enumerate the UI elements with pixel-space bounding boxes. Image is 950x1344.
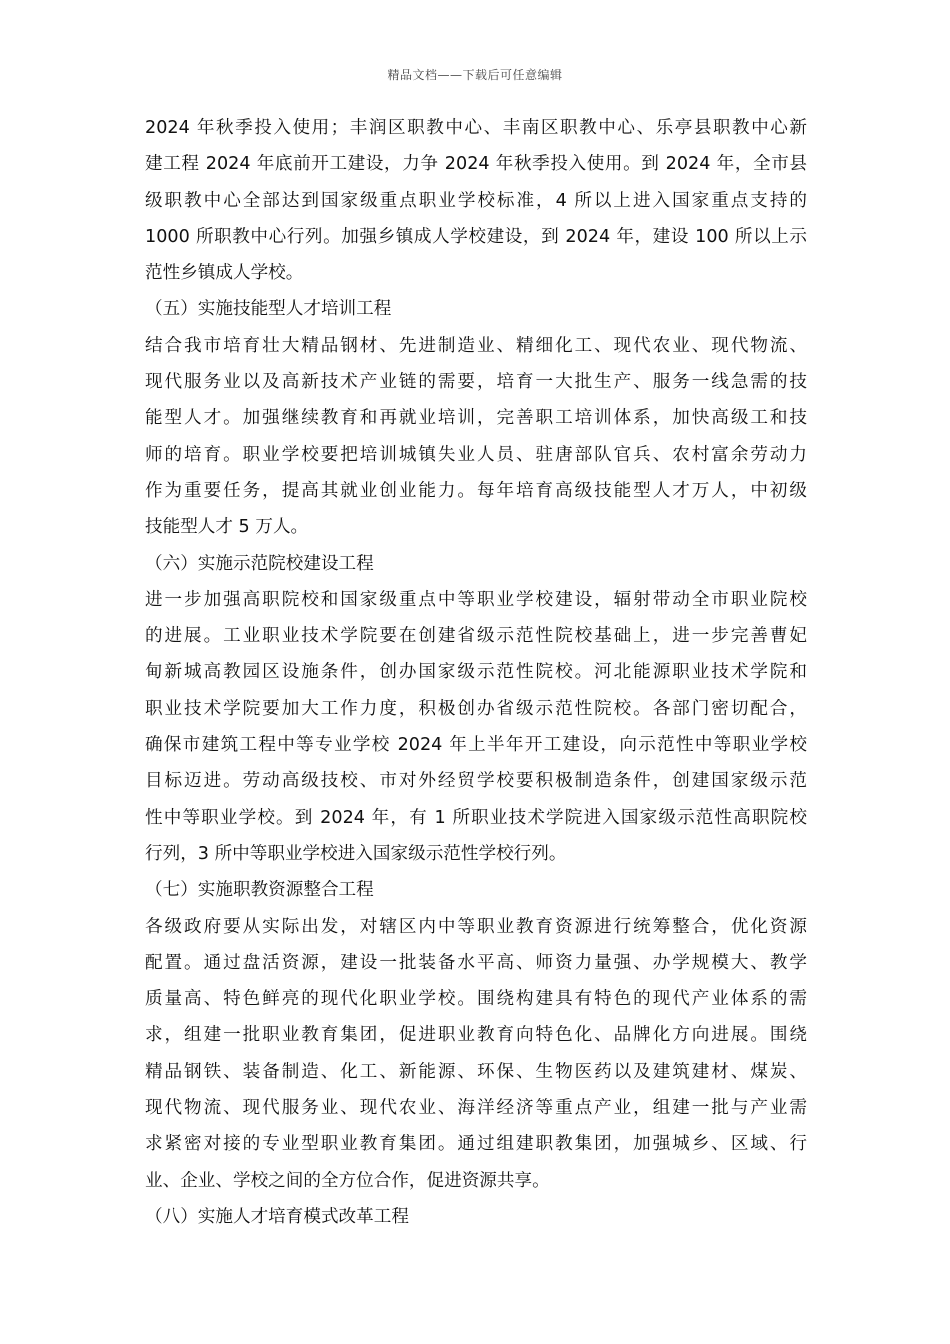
body-text-line: 作为重要任务，提高其就业创业能力。每年培育高级技能型人才万人，中初级 (145, 480, 807, 501)
body-text-line: 级职教中心全部达到国家级重点职业学校标准，4 所以上进入国家重点支持的 (145, 190, 807, 211)
body-text-line: 目标迈进。劳动高级技校、市对外经贸学校要积极制造条件，创建国家级示范 (145, 771, 807, 792)
body-text-line: 范性乡镇成人学校。 (145, 263, 304, 284)
section-heading: （五）实施技能型人才培训工程 (145, 299, 392, 320)
body-text-line: 确保市建筑工程中等专业学校 2024 年上半年开工建设，向示范性中等职业学校 (145, 735, 807, 756)
section-heading: （八）实施人才培育模式改革工程 (145, 1206, 409, 1227)
body-text-line: 性中等职业学校。到 2024 年，有 1 所职业技术学院进入国家级示范性高职院校 (145, 807, 807, 828)
page-header: 精品文档——下载后可任意编辑 (387, 68, 563, 82)
body-text-line: 师的培育。职业学校要把培训城镇失业人员、驻唐部队官兵、农村富余劳动力 (145, 444, 807, 465)
body-text-line: 现代服务业以及高新技术产业链的需要，培育一大批生产、服务一线急需的技 (145, 372, 807, 393)
body-text-line: 求，组建一批职业教育集团，促进职业教育向特色化、品牌化方向进展。围绕 (145, 1025, 807, 1046)
body-text-line: 甸新城高教园区设施条件，创办国家级示范性院校。河北能源职业技术学院和 (145, 662, 807, 683)
body-text-line: 现代物流、现代服务业、现代农业、海洋经济等重点产业，组建一批与产业需 (145, 1098, 807, 1119)
body-text-line: 结合我市培育壮大精品钢材、先进制造业、精细化工、现代农业、现代物流、 (145, 335, 807, 356)
body-text-line: 业、企业、学校之间的全方位合作，促进资源共享。 (145, 1170, 550, 1191)
body-text-line: 职业技术学院要加大工作力度，积极创办省级示范性院校。各部门密切配合， (145, 698, 807, 719)
document-body (145, 110, 807, 1235)
body-text-line: 能型人才。加强继续教育和再就业培训，完善职工培训体系，加快高级工和技 (145, 408, 807, 429)
body-text-line: 建工程 2024 年底前开工建设，力争 2024 年秋季投入使用。到 2024 年，全市县 (145, 154, 807, 175)
section-heading: （七）实施职教资源整合工程 (145, 880, 374, 901)
body-text-line: 各级政府要从实际出发，对辖区内中等职业教育资源进行统筹整合，优化资源 (145, 916, 807, 937)
body-text-line: 进一步加强高职院校和国家级重点中等职业学校建设，辐射带动全市职业院校 (145, 589, 807, 610)
body-text-line: 的进展。工业职业技术学院要在创建省级示范性院校基础上，进一步完善曹妃 (145, 626, 807, 647)
body-text-line: 1000 所职教中心行列。加强乡镇成人学校建设，到 2024 年，建设 100 所以上示 (145, 226, 807, 247)
section-heading: （六）实施示范院校建设工程 (145, 553, 374, 574)
body-text-line: 技能型人才 5 万人。 (145, 517, 309, 538)
body-text-line: 2024 年秋季投入使用；丰润区职教中心、丰南区职教中心、乐亭县职教中心新 (145, 118, 807, 138)
body-text-line: 精品钢铁、装备制造、化工、新能源、环保、生物医药以及建筑建材、煤炭、 (145, 1061, 807, 1082)
body-text-line: 求紧密对接的专业型职业教育集团。通过组建职教集团，加强城乡、区域、行 (145, 1134, 807, 1155)
body-text-line: 行列，3 所中等职业学校进入国家级示范性学校行列。 (145, 843, 567, 864)
body-text-line: 质量高、特色鲜亮的现代化职业学校。围绕构建具有特色的现代产业体系的需 (145, 989, 807, 1010)
body-text-line: 配置。通过盘活资源，建设一批装备水平高、师资力量强、办学规模大、教学 (145, 952, 807, 973)
